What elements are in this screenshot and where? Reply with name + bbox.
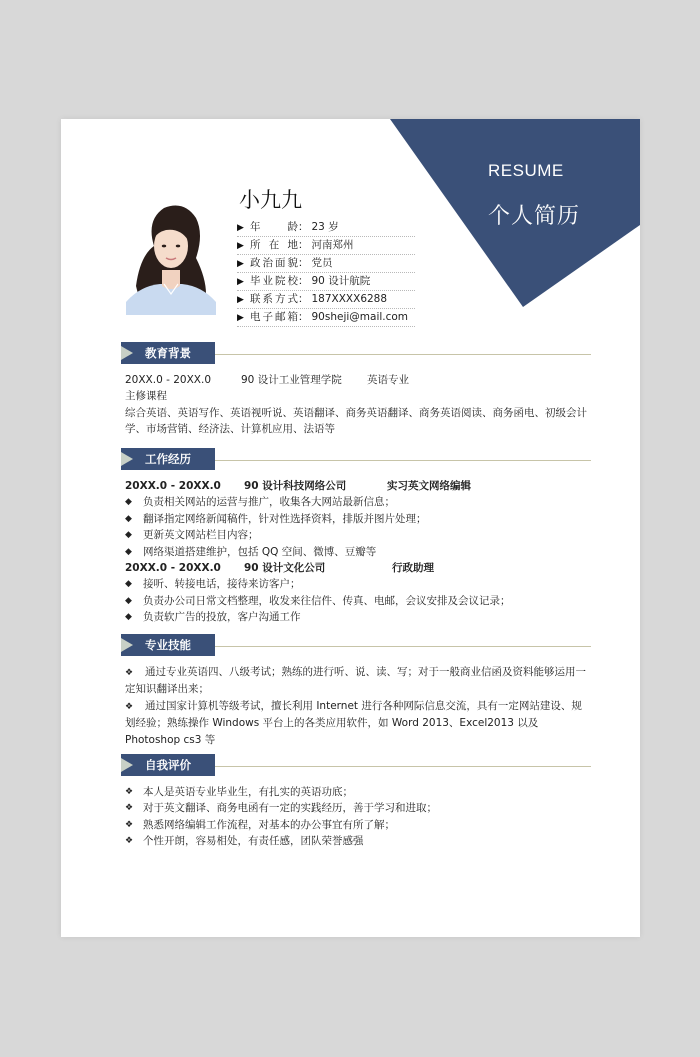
diamond-bullet-icon: ◆ xyxy=(125,546,132,557)
profile-photo xyxy=(126,198,216,315)
courses-text: 综合英语、英语写作、英语视听说、英语翻译、商务英语翻译、商务英语阅读、商务函电、初级会计学、市场营销、经济法、计算机应用、法语等 xyxy=(125,406,587,436)
section-self-evaluation xyxy=(121,754,591,776)
diamond-bullet-icon: ◆ xyxy=(125,530,132,541)
section-arrow-icon xyxy=(121,346,133,360)
diamond-outline-bullet-icon: ❖ xyxy=(125,701,134,712)
info-row-political: ▶ 政治面貌： 党员 xyxy=(237,255,415,273)
divider xyxy=(215,766,591,767)
diamond-outline-bullet-icon: ❖ xyxy=(125,668,134,678)
triangle-right-icon: ▶ xyxy=(237,241,244,251)
section-education xyxy=(121,342,591,364)
diamond-bullet-icon: ◆ xyxy=(125,612,132,623)
diamond-outline-bullet-icon: ❖ xyxy=(125,836,134,847)
info-row-email: ▶ 电子邮箱： 90sheji@mail.com xyxy=(237,309,415,327)
triangle-right-icon: ▶ xyxy=(237,259,244,269)
resume-page xyxy=(61,119,640,937)
list-item: ❖ 通过专业英语四、八级考试；熟练的进行听、说、读、写；对于一般商业信函及资料能够运用一定知识翻译出来； xyxy=(125,666,586,696)
triangle-right-icon: ▶ xyxy=(237,223,244,233)
section-arrow-icon xyxy=(121,758,133,772)
resume-en-title: RESUME xyxy=(488,161,564,180)
list-item: ◆ 负责软广告的投放，客户沟通工作 xyxy=(125,609,591,625)
section-skills xyxy=(121,634,591,656)
courses-label: 主修课程 xyxy=(125,390,167,403)
diamond-bullet-icon: ◆ xyxy=(125,595,132,606)
divider xyxy=(215,354,591,355)
info-row-phone: ▶ 联系方式： 187XXXX6288 xyxy=(237,291,415,309)
job-header: 20XX.0 - 20XX.0 90 设计科技网络公司 实习英文网络编辑 xyxy=(125,480,471,492)
info-row-age: ▶ 年 龄： 23 岁 xyxy=(237,219,415,237)
section-arrow-icon xyxy=(121,638,133,652)
list-item: ◆ 网络渠道搭建维护，包括 QQ 空间、微博、豆瓣等 xyxy=(125,544,591,560)
list-item: ❖ 本人是英语专业毕业生，有扎实的英语功底； xyxy=(125,784,591,800)
list-item: ◆ 负责相关网站的运营与推广，收集各大网站最新信息； xyxy=(125,494,591,510)
info-row-location: ▶ 所 在 地： 河南郑州 xyxy=(237,237,415,255)
diamond-bullet-icon: ◆ xyxy=(125,513,132,524)
diamond-outline-bullet-icon: ❖ xyxy=(125,819,134,830)
section-title: 教育背景 xyxy=(145,346,191,360)
section-work xyxy=(121,448,591,470)
section-arrow-icon xyxy=(121,452,133,466)
list-item: ❖ 对于英文翻译、商务电函有一定的实践经历，善于学习和进取； xyxy=(125,800,591,816)
work-content xyxy=(125,478,591,626)
list-item: ◆ 翻译指定网络新闻稿件，针对性选择资料，排版并图片处理； xyxy=(125,511,591,527)
education-content xyxy=(125,372,591,438)
personal-info-list xyxy=(237,219,415,327)
divider xyxy=(215,460,591,461)
candidate-name: 小九九 xyxy=(239,188,302,212)
diamond-outline-bullet-icon: ❖ xyxy=(125,787,134,797)
section-title: 专业技能 xyxy=(145,638,191,652)
list-item: ◆ 更新英文网站栏目内容； xyxy=(125,527,591,543)
skills-content xyxy=(125,664,591,748)
job-header: 20XX.0 - 20XX.0 90 设计文化公司 行政助理 xyxy=(125,562,434,575)
list-item: ❖ 熟悉网络编辑工作流程，对基本的办公事宜有所了解； xyxy=(125,817,591,833)
diamond-bullet-icon: ◆ xyxy=(125,579,132,590)
section-title: 自我评价 xyxy=(145,758,191,772)
list-item: ❖ 个性开朗，容易相处，有责任感，团队荣誉感强 xyxy=(125,833,591,849)
diamond-outline-bullet-icon: ❖ xyxy=(125,803,134,814)
diamond-bullet-icon: ◆ xyxy=(125,497,132,508)
self-evaluation-content xyxy=(125,784,591,850)
resume-cn-title: 个人简历 xyxy=(488,204,581,229)
list-item: ❖ 通过国家计算机等级考试，擅长利用 Internet 进行各种网际信息交流，具有一定网站建设、规划经验；熟练操作 Windows 平台上的各类应用软件，如 Word 2013、Excel2013 以及 Photoshop cs3 等 xyxy=(125,699,582,746)
triangle-right-icon: ▶ xyxy=(237,295,244,305)
divider xyxy=(215,646,591,647)
list-item: ◆ 接听、转接电话，接待来访客户； xyxy=(125,576,591,592)
triangle-right-icon: ▶ xyxy=(237,277,244,287)
info-row-school: ▶ 毕业院校： 90 设计航院 xyxy=(237,273,415,291)
list-item: ◆ 负责办公司日常文档整理，收发来往信件、传真、电邮，会议安排及会议记录； xyxy=(125,593,591,609)
education-row: 20XX.0 - 20XX.0 90 设计工业管理学院 英语专业 xyxy=(125,374,409,386)
triangle-right-icon: ▶ xyxy=(237,313,244,323)
section-title: 工作经历 xyxy=(145,452,191,466)
